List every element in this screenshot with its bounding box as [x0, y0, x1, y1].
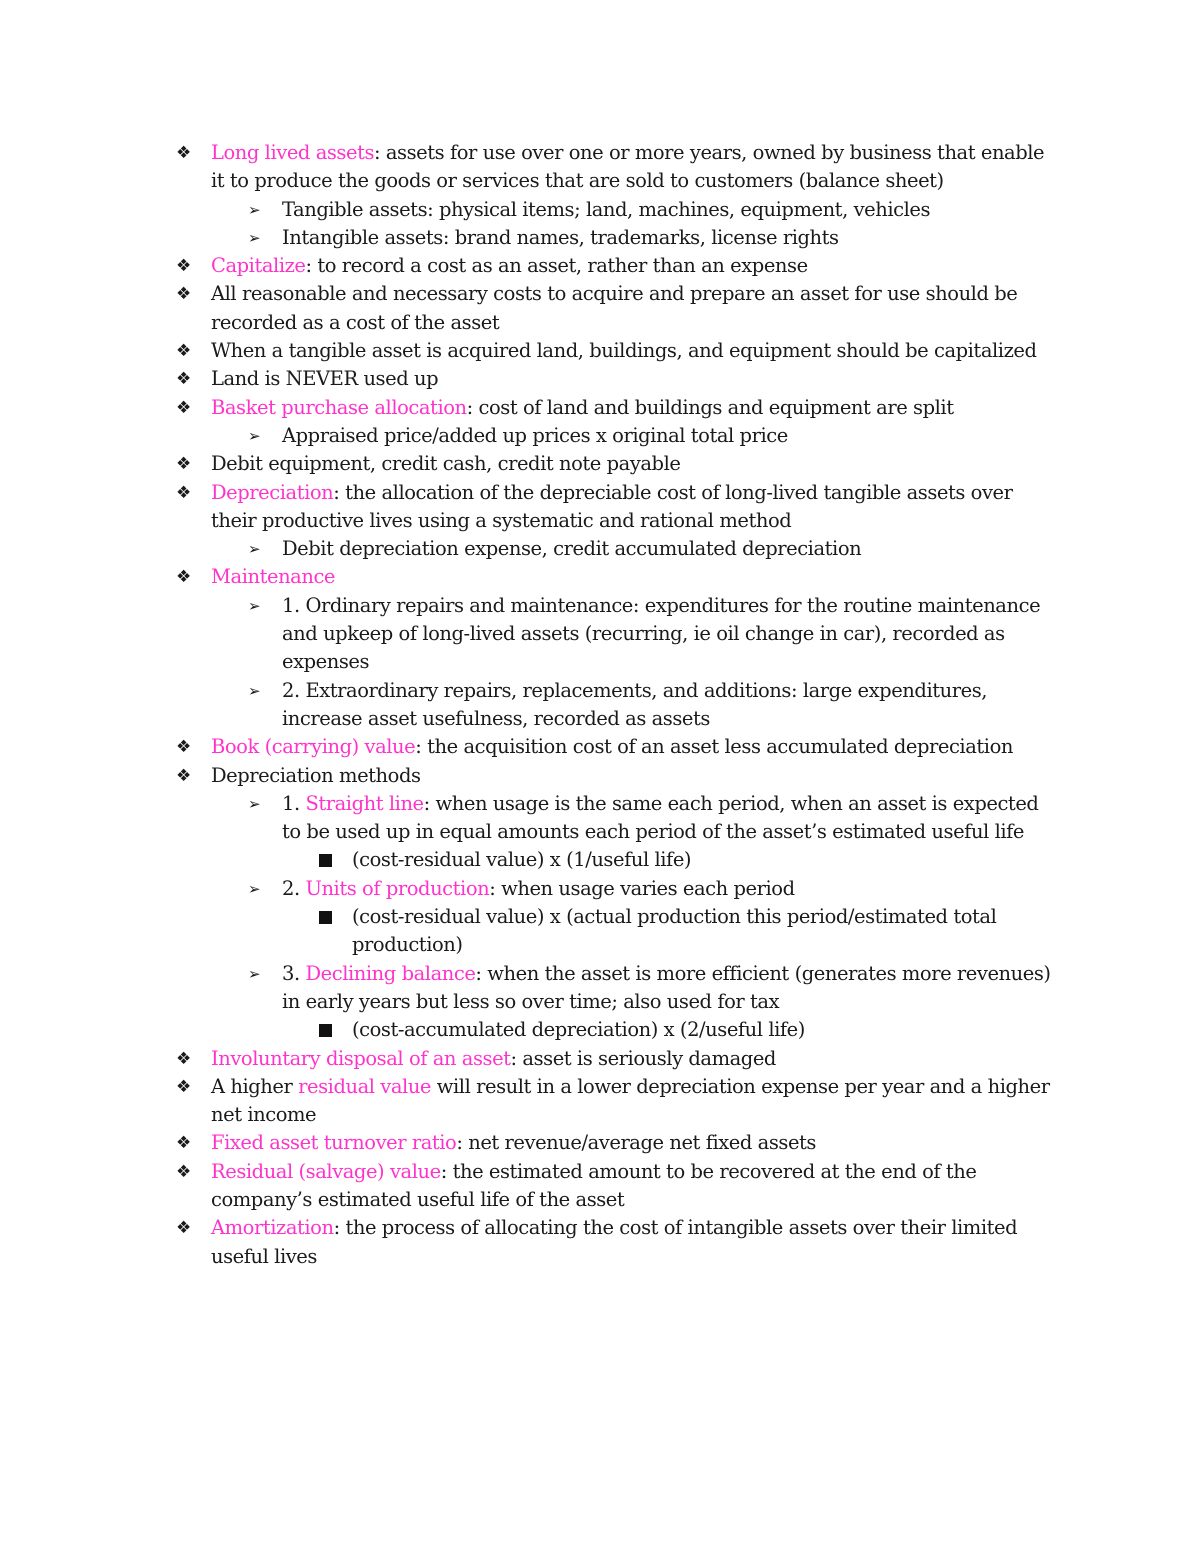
item-text: : the process of allocating the cost of intangible assets over their limited useful lives [211, 1216, 1018, 1268]
list-item-level-2 [0, 592, 1062, 677]
item-text: 1. Ordinary repairs and maintenance: expenditures for the routine maintenance and upkeep of long-lived assets (recurring, ie oil change in car), recorded as expenses [282, 593, 1041, 674]
list-item-level-1 [0, 252, 1061, 280]
diamond-bullet-icon: ❖ [176, 454, 191, 475]
item-prefix: 1. [282, 791, 306, 815]
item-text: 2. Extraordinary repairs, replacements, and additions: large expenditures, increase asset usefulness, recorded as assets [282, 678, 987, 730]
list-item-level-1 [0, 733, 1061, 761]
arrowhead-bullet-icon: ➢ [248, 200, 261, 219]
item-text: : asset is seriously damaged [510, 1046, 776, 1070]
list-item-level-1 [0, 450, 1061, 478]
item-text: : to record a cost as an asset, rather than an expense [305, 254, 808, 278]
item-text: Debit equipment, credit cash, credit note payable [211, 452, 681, 476]
notes-list [0, 139, 1200, 1271]
list-item-level-1 [0, 337, 1061, 365]
highlighted-term: Declining balance [305, 961, 476, 985]
list-item-level-1 [0, 394, 1061, 422]
list-item-level-1 [0, 1073, 1061, 1130]
arrowhead-bullet-icon: ➢ [248, 228, 261, 247]
item-text: will result in a lower depreciation expense per year and a higher net income [211, 1074, 1050, 1127]
item-text: : cost of land and buildings and equipment are split [466, 395, 954, 419]
square-bullet-icon [319, 903, 332, 932]
diamond-bullet-icon: ❖ [176, 1076, 191, 1097]
list-item-level-2 [0, 790, 1062, 847]
diamond-bullet-icon: ❖ [176, 567, 191, 588]
list-item-level-2 [0, 422, 1062, 450]
item-text: : the acquisition cost of an asset less accumulated depreciation [415, 735, 1013, 759]
highlighted-term: Basket purchase allocation [211, 395, 467, 419]
item-prefix: A higher [211, 1074, 299, 1098]
list-item-level-1 [0, 280, 1061, 337]
list-item-level-2 [0, 535, 1062, 563]
item-text: : when the asset is more efficient (generates more revenues) in early years but less so over time; also used for tax [282, 961, 1051, 1013]
diamond-bullet-icon: ❖ [176, 143, 191, 163]
diamond-bullet-icon: ❖ [176, 1133, 191, 1154]
list-item-level-1 [0, 1129, 1061, 1157]
list-item-level-2 [0, 875, 1062, 903]
highlighted-term: Book (carrying) value [211, 735, 416, 759]
item-text: : net revenue/average net fixed assets [456, 1131, 816, 1155]
diamond-bullet-icon: ❖ [176, 397, 191, 418]
diamond-bullet-icon: ❖ [176, 737, 191, 758]
item-text: Tangible assets: physical items; land, machines, equipment, vehicles [282, 197, 931, 221]
arrowhead-bullet-icon: ➢ [248, 964, 261, 983]
highlighted-term: Units of production [305, 876, 490, 900]
item-text: : assets for use over one or more years, owned by business that enable it to produce the goods or services that are sold to customers (balance sheet) [211, 141, 1045, 193]
item-text: (cost-accumulated depreciation) x (2/useful life) [352, 1018, 805, 1042]
highlighted-term: Straight line [305, 791, 424, 815]
diamond-bullet-icon: ❖ [176, 256, 191, 277]
diamond-bullet-icon: ❖ [176, 341, 191, 362]
highlighted-term: Residual (salvage) value [211, 1159, 441, 1183]
highlighted-term: residual value [298, 1074, 432, 1098]
diamond-bullet-icon: ❖ [176, 1161, 191, 1182]
square-bullet-icon [319, 846, 332, 875]
diamond-bullet-icon: ❖ [176, 482, 191, 503]
item-text: (cost-residual value) x (actual production this period/estimated total production) [352, 905, 997, 957]
highlighted-term: Depreciation [211, 480, 334, 504]
list-item-level-2 [0, 677, 1062, 734]
list-item-level-1 [0, 762, 1061, 790]
list-item-level-1 [0, 365, 1061, 393]
highlighted-term: Capitalize [211, 254, 306, 278]
list-item-level-2 [0, 224, 1062, 252]
diamond-bullet-icon: ❖ [176, 1048, 191, 1069]
list-item-level-1 [0, 1214, 1061, 1271]
diamond-bullet-icon: ❖ [176, 284, 191, 305]
arrowhead-bullet-icon: ➢ [248, 426, 261, 445]
arrowhead-bullet-icon: ➢ [248, 540, 261, 559]
diamond-bullet-icon: ❖ [176, 765, 191, 786]
arrowhead-bullet-icon: ➢ [248, 596, 261, 615]
arrowhead-bullet-icon: ➢ [248, 681, 261, 700]
item-text: Appraised price/added up prices x original total price [282, 423, 788, 447]
diamond-bullet-icon: ❖ [176, 1218, 191, 1239]
item-text: : when usage varies each period [489, 876, 795, 900]
arrowhead-bullet-icon: ➢ [248, 879, 261, 898]
item-text: : the allocation of the depreciable cost of long-lived tangible assets over their productive lives using a systematic and rational method [211, 480, 1013, 532]
list-item-level-3 [0, 1016, 1057, 1044]
list-item-level-1 [0, 1158, 1061, 1215]
item-text: (cost-residual value) x (1/useful life) [352, 848, 692, 872]
list-item-level-1 [0, 139, 1061, 196]
list-item-level-3 [0, 903, 1057, 960]
item-text: Intangible assets: brand names, trademarks, license rights [282, 225, 839, 249]
item-text: Depreciation methods [211, 763, 421, 787]
item-text: All reasonable and necessary costs to acquire and prepare an asset for use should be recorded as a cost of the asset [211, 282, 1018, 334]
square-bullet-icon [319, 1016, 332, 1045]
list-item-level-3 [0, 846, 1057, 874]
item-text: : the estimated amount to be recovered at the end of the company’s estimated useful life of the asset [211, 1159, 977, 1211]
list-item-level-2 [0, 960, 1062, 1017]
highlighted-term: Fixed asset turnover ratio [211, 1131, 457, 1155]
list-item-level-1 [0, 563, 1061, 591]
diamond-bullet-icon: ❖ [176, 369, 191, 390]
list-item-level-1 [0, 479, 1061, 536]
list-item-level-1 [0, 1045, 1061, 1073]
item-text: Debit depreciation expense, credit accumulated depreciation [282, 537, 862, 561]
highlighted-term: Maintenance [211, 565, 336, 589]
item-prefix: 2. [282, 876, 306, 900]
highlighted-term: Involuntary disposal of an asset [211, 1046, 511, 1070]
list-item-level-2 [0, 196, 1062, 224]
highlighted-term: Amortization [211, 1216, 334, 1240]
item-text: When a tangible asset is acquired land, buildings, and equipment should be capitalized [211, 339, 1037, 363]
item-text: : when usage is the same each period, when an asset is expected to be used up in equal amounts each period of the asset’s estimated useful life [282, 791, 1039, 844]
highlighted-term: Long lived assets [211, 141, 375, 164]
arrowhead-bullet-icon: ➢ [248, 794, 261, 813]
item-prefix: 3. [282, 961, 306, 985]
item-text: Land is NEVER used up [211, 367, 439, 391]
